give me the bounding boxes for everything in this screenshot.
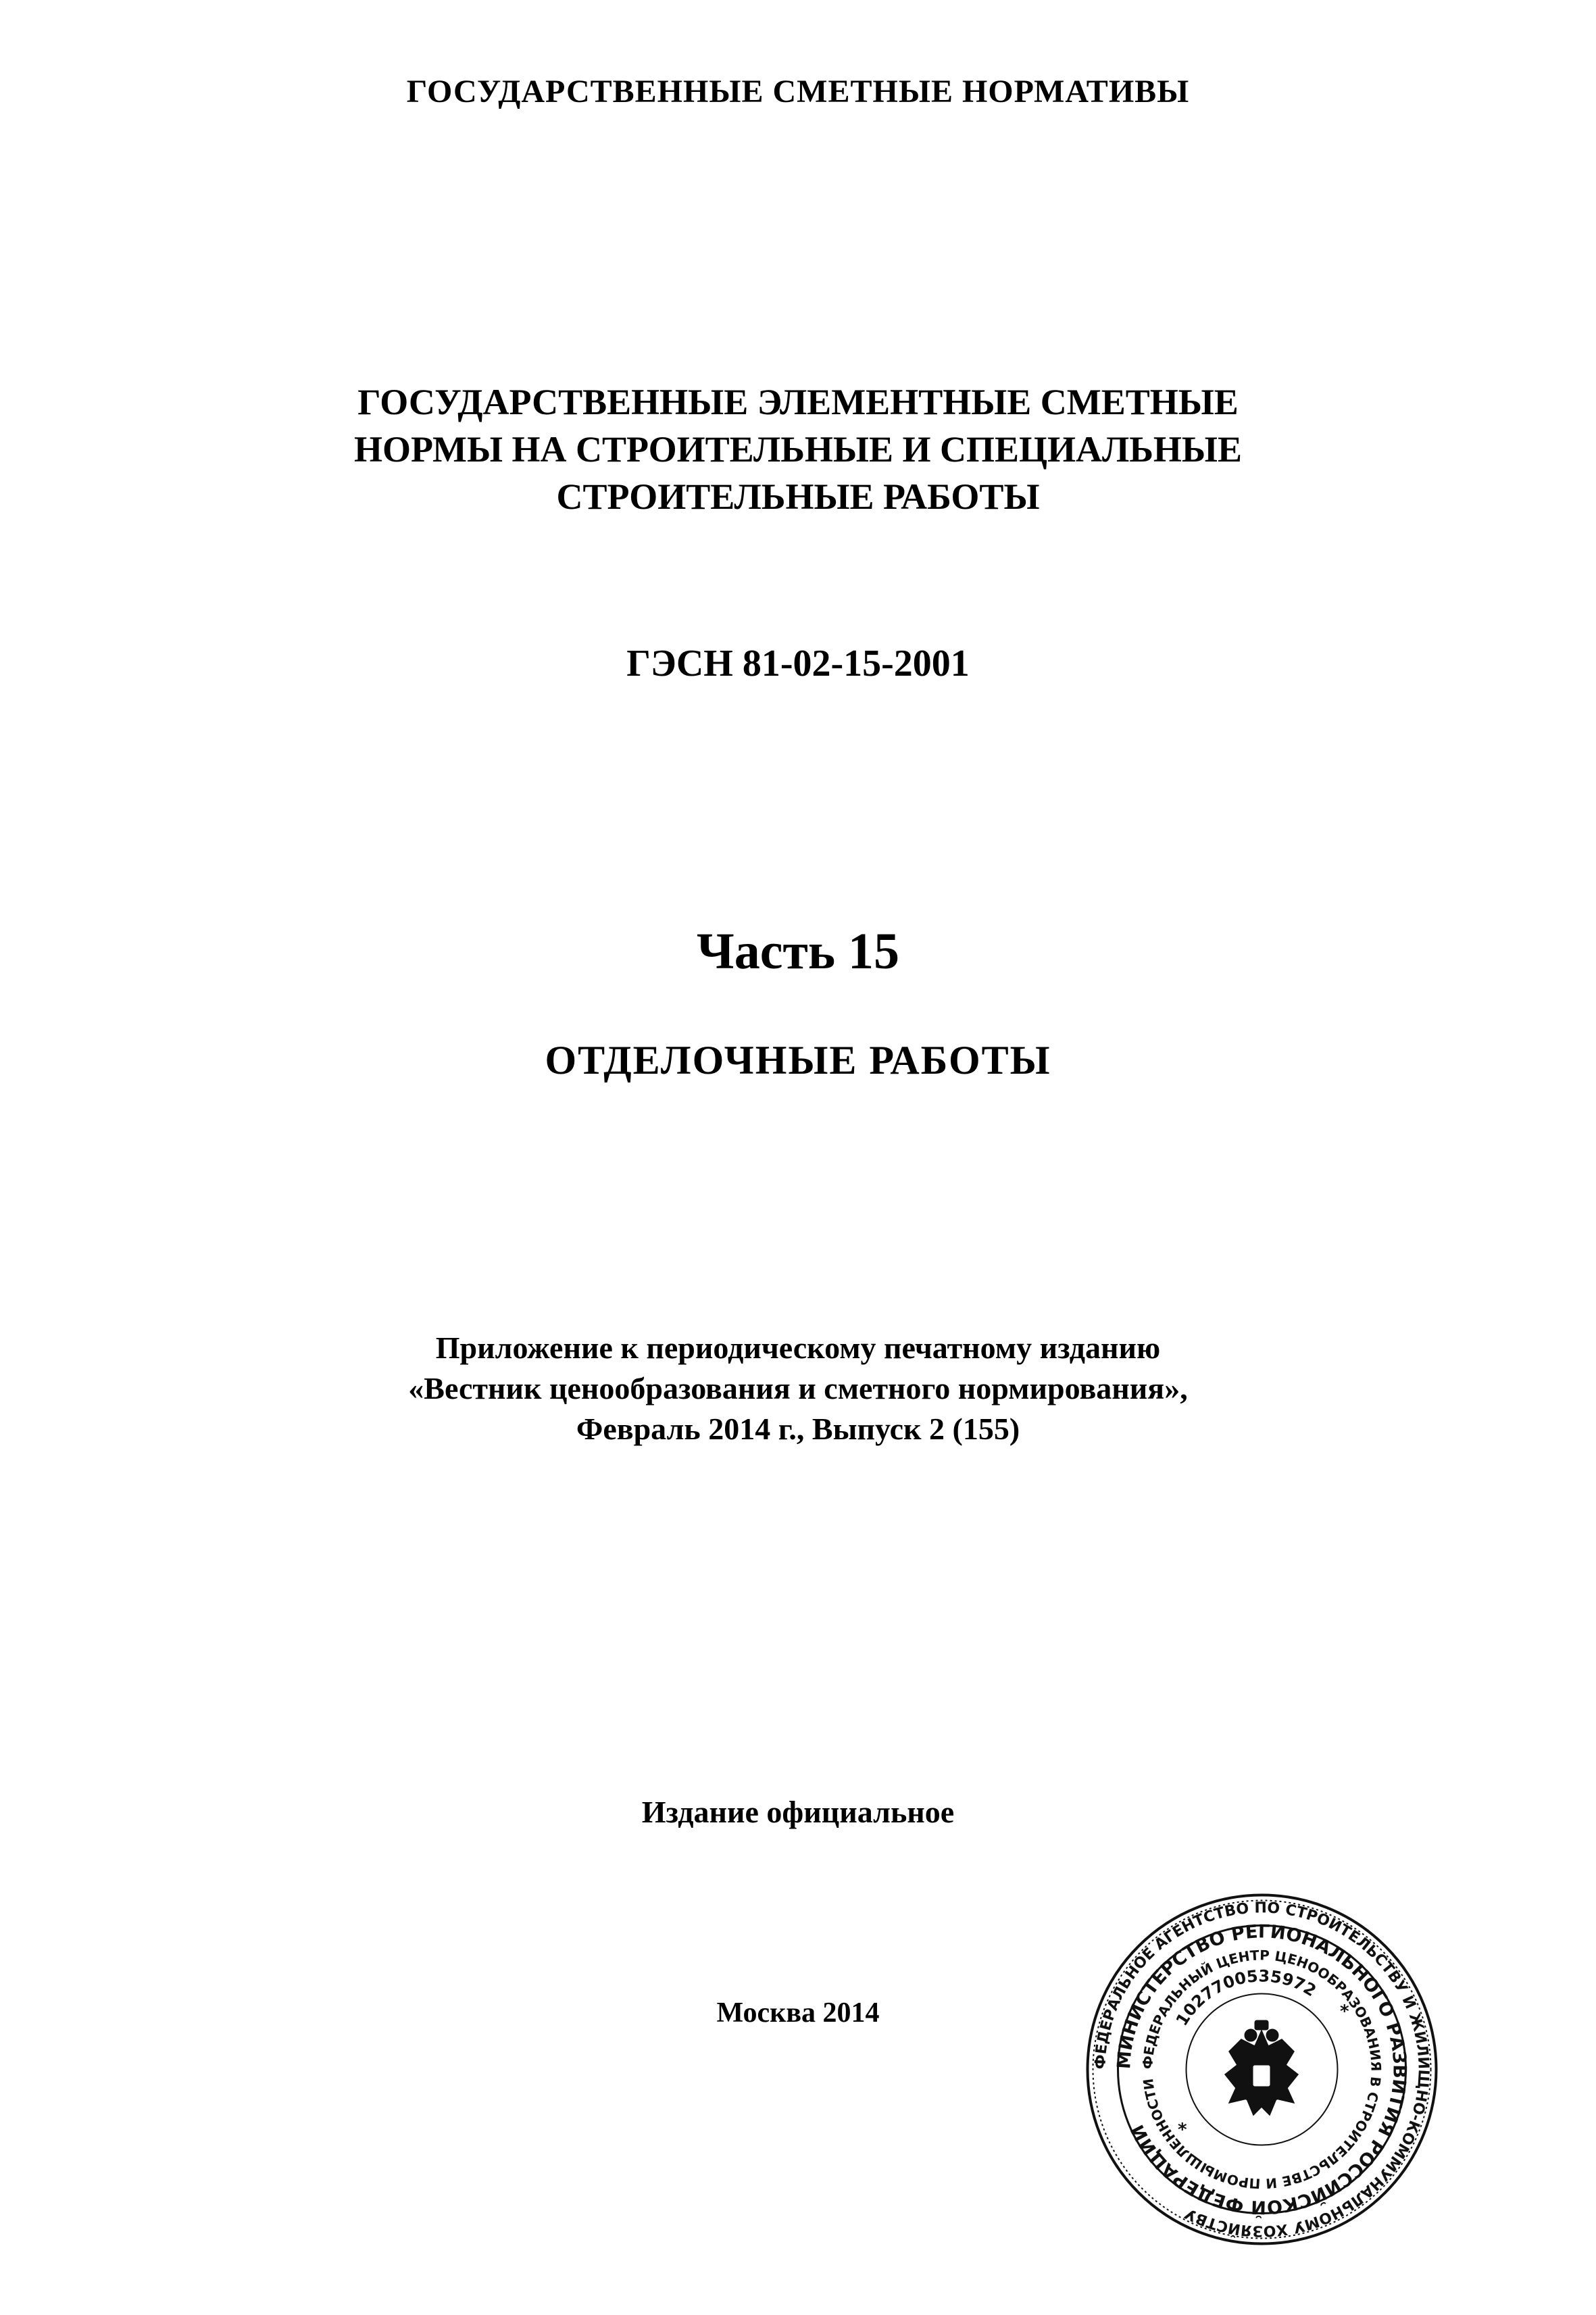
appendix-note: [0, 1328, 1596, 1449]
appendix-line-3: Февраль 2014 г., Выпуск 2 (155): [576, 1412, 1020, 1446]
series-heading: ГОСУДАРСТВЕННЫЕ СМЕТНЫЕ НОРМАТИВЫ: [406, 74, 1190, 109]
document-title: [0, 378, 1596, 520]
eagle-emblem-icon: [1225, 2020, 1298, 2115]
title-line-1: ГОСУДАРСТВЕННЫЕ ЭЛЕМЕНТНЫЕ СМЕТНЫЕ: [357, 382, 1239, 422]
svg-text:*: *: [1340, 2001, 1349, 2022]
part-label: Часть 15: [696, 923, 900, 980]
city-year: Москва 2014: [716, 1997, 880, 2028]
part-name: ОТДЕЛОЧНЫЕ РАБОТЫ: [545, 1038, 1051, 1082]
edition-note: Издание официальное: [641, 1795, 955, 1829]
svg-text:*: *: [1178, 2120, 1187, 2140]
appendix-line-1: Приложение к периодическому печатному изданию: [435, 1330, 1161, 1365]
title-line-2: НОРМЫ НА СТРОИТЕЛЬНЫЕ И СПЕЦИАЛЬНЫЕ: [354, 429, 1242, 470]
seal-inner-text: МИНИСТЕРСТВО РЕГИОНАЛЬНОГО РАЗВИТИЯ РОССИЙСКОЙ ФЕДЕРАЦИИ: [1114, 1921, 1410, 2218]
seal-center-text: ФЕДЕРАЛЬНЫЙ ЦЕНТР ЦЕНООБРАЗОВАНИЯ В СТРОИТЕЛЬСТВЕ И ПРОМЫШЛЕННОСТИ: [1139, 1947, 1385, 2192]
seal-ogrn: 1027700535972: [1172, 1966, 1320, 2029]
title-line-3: СТРОИТЕЛЬНЫЕ РАБОТЫ: [556, 476, 1040, 517]
document-code: ГЭСН 81-02-15-2001: [626, 643, 970, 684]
seal-outer-text: ФЕДЕРАЛЬНОЕ АГЕНТСТВО ПО СТРОИТЕЛЬСТВУ И ЖИЛИЩНО-КОММУНАЛЬНОМУ ХОЗЯЙСТВУ: [1092, 1899, 1432, 2239]
seal-icon: [1084, 1892, 1439, 2247]
appendix-line-2: «Вестник ценообразования и сметного нормирования»,: [408, 1371, 1188, 1405]
official-seal: [1084, 1892, 1439, 2247]
